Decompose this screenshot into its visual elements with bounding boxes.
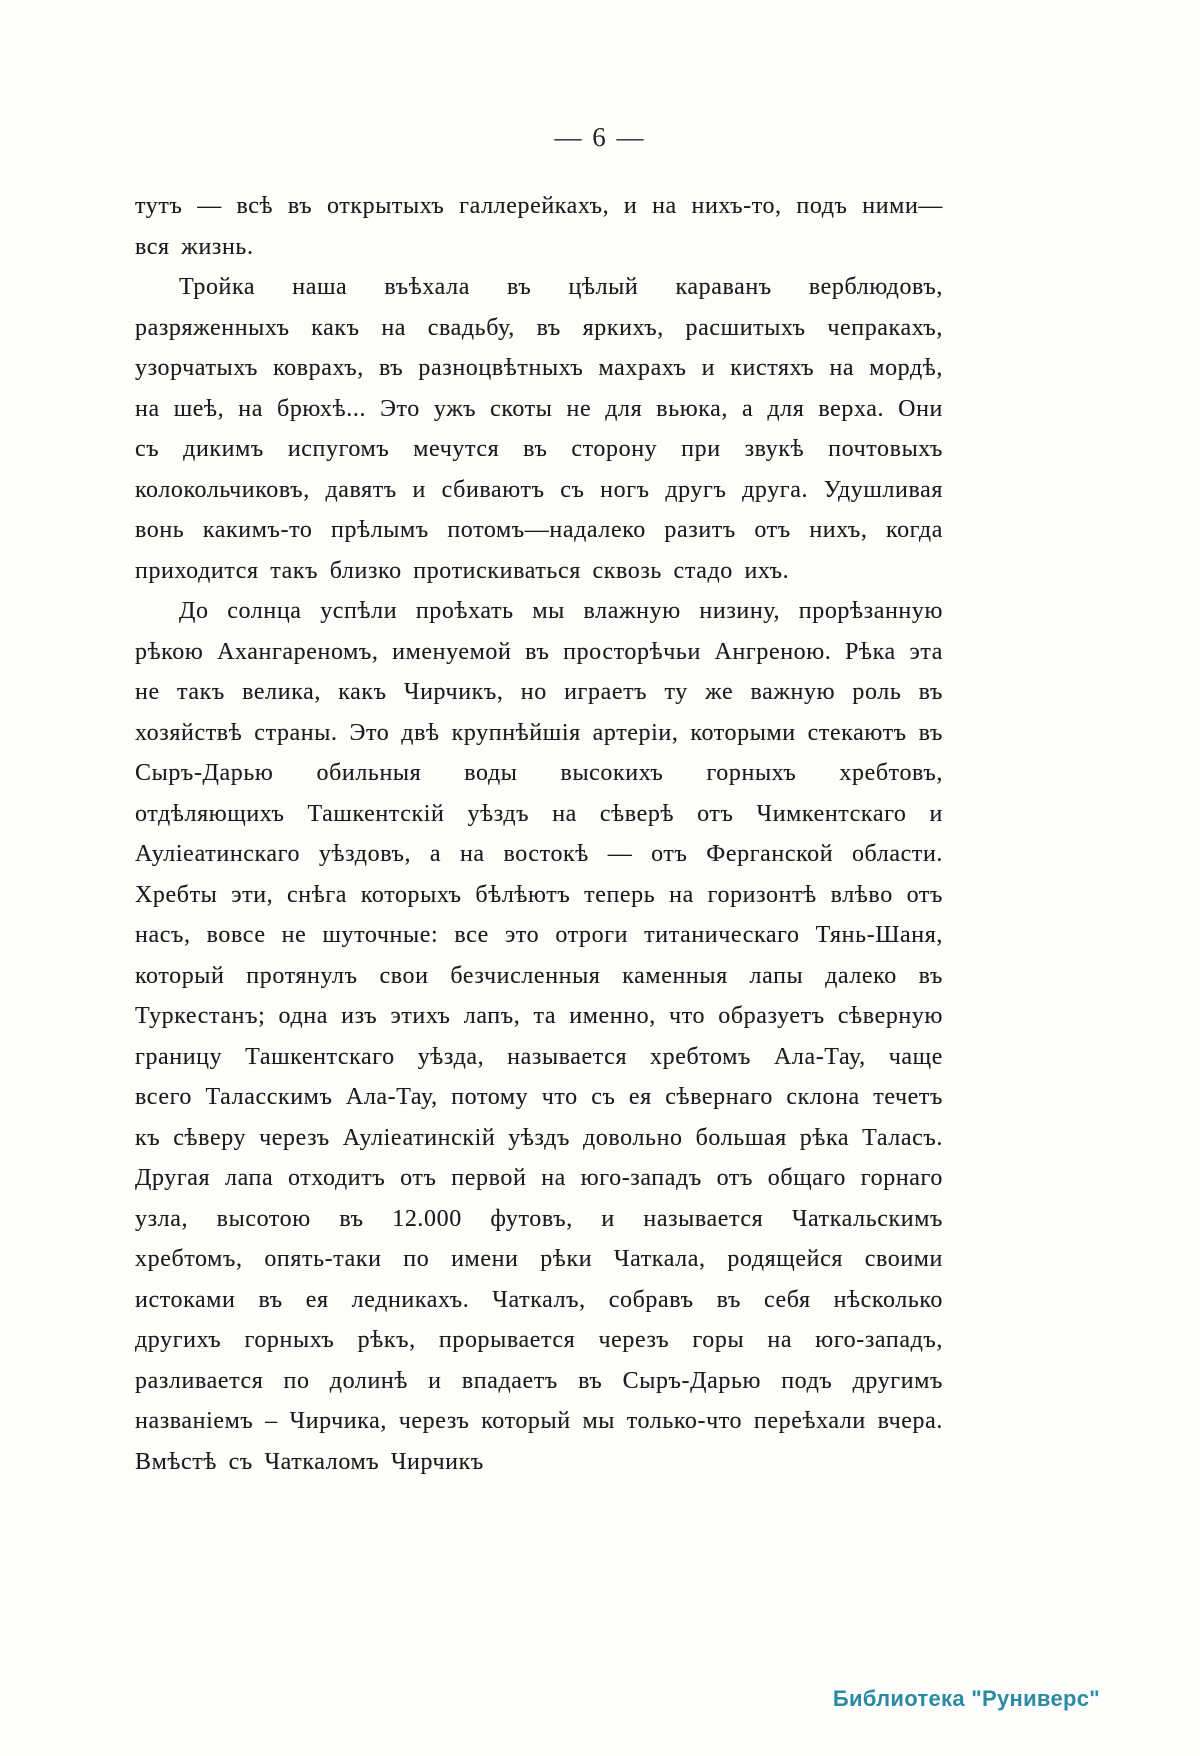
paragraph: тутъ — всѣ въ открытыхъ галлерейкахъ, и на нихъ-то, подъ ними—вся жизнь.: [135, 193, 943, 260]
page-number: — 6 —: [554, 122, 646, 152]
body-text: [135, 186, 943, 1482]
paragraph: До солнца успѣли проѣхать мы влажную низину, прорѣзанную рѣкою Ахангареномъ, именуемой въ просторѣчьи Ангреною. Рѣка эта не такъ велика, какъ Чирчикъ, но играетъ ту же важную роль въ хозяйствѣ страны. Это двѣ крупнѣйшія артеріи, которыми стекаютъ въ Сыръ-Дарью обильныя воды высокихъ горныхъ хребтовъ, отдѣляющихъ Ташкентскій уѣздъ на сѣверѣ отъ Чимкентскаго и Ауліеатинскаго уѣздовъ, а на востокѣ — отъ Ферганской области. Хребты эти, снѣга которыхъ бѣлѣютъ теперь на горизонтѣ влѣво отъ насъ, вовсе не шуточные: все это отроги титаническаго Тянь-Шаня, который протянулъ свои безчисленныя каменныя лапы далеко въ Туркестанъ; одна изъ этихъ лапъ, та именно, что образуетъ сѣверную границу Ташкентскаго уѣзда, называется хребтомъ Ала-Тау, чаще всего Таласскимъ Ала-Тау, потому что съ ея сѣвернаго склона течетъ къ сѣверу черезъ Ауліеатинскій уѣздъ довольно большая рѣка Таласъ. Другая лапа отходитъ отъ первой на юго-западъ отъ общаго горнаго узла, высотою въ 12.000 футовъ, и называется Чаткальскимъ хребтомъ, опять-таки по имени рѣки Чаткала, родящейся своими истоками въ ея ледникахъ. Чаткалъ, собравъ въ себя нѣсколько другихъ горныхъ рѣкъ, прорывается черезъ горы на юго-западъ, разливается по долинѣ и впадаетъ въ Сыръ-Дарью подъ другимъ названіемъ – Чирчика, черезъ который мы только-что переѣхали вчера. Вмѣстѣ съ Чаткаломъ Чирчикъ: [135, 598, 943, 1475]
library-watermark: Библиотека "Руниверс": [832, 1686, 1100, 1711]
paragraph: Тройка наша въѣхала въ цѣлый караванъ верблюдовъ, разряженныхъ какъ на свадьбу, въ яркихъ, расшитыхъ чепракахъ, узорчатыхъ коврахъ, въ разноцвѣтныхъ махрахъ и кистяхъ на мордѣ, на шеѣ, на брюхѣ... Это ужъ скоты не для вьюка, а для верха. Они съ дикимъ испугомъ мечутся въ сторону при звукѣ почтовыхъ колокольчиковъ, давятъ и сбиваютъ съ ногъ другъ друга. Удушливая вонь какимъ-то прѣлымъ потомъ—надалеко разитъ отъ нихъ, когда приходится такъ близко протискиваться сквозь стадо ихъ.: [135, 274, 943, 584]
